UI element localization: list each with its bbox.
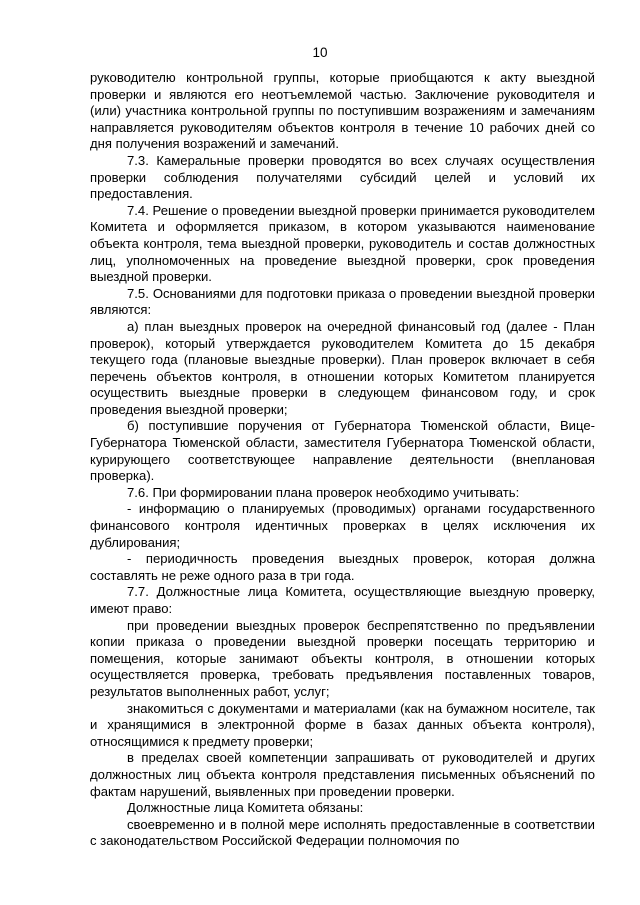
paragraph-7-3: 7.3. Камеральные проверки проводятся во всех случаях осуществления проверки соблюдения получателями субсидий целей и условий их предоставления. [90,152,595,202]
paragraph-7-7: 7.7. Должностные лица Комитета, осуществляющие выездную проверку, имеют право: [90,584,595,616]
paragraph-7-6: 7.6. При формировании плана проверок необходимо учитывать: [127,484,520,500]
paragraph-7-5-b: б) поступившие поручения от Губернатора Тюменской области, Вице-Губернатора Тюменской области, заместителя Губернатора Тюменской области, курирующего соответствующее направление деятельности (внеплановая проверка). [90,418,595,484]
paragraph-7-6-item-2: - периодичность проведения выездных проверок, которая должна составлять не реже одного раза в три года. [90,551,595,583]
paragraph-continuation: руководителю контрольной группы, которые приобщаются к акту выездной проверки и являются его неотъемлемой частью. Заключение руководителя и (или) участника контрольной группы по поступившим возражениям и замечаниям направляется руководителям объектов контроля в течение 10 рабочих дней со дня получения возражений и замечаний. [90,70,595,152]
document-body [90,70,595,850]
paragraph-obligation-1: своевременно и в полной мере исполнять предоставленные в соответствии с законодательством Российской Федерации полномочия по [90,816,595,849]
paragraph-7-7-right-3: в пределах своей компетенции запрашивать от руководителей и других должностных лиц объекта контроля представления письменных объяснений по фактам нарушений, выявленных при проведении проверки. [90,750,595,799]
paragraph-7-5-a: а) план выездных проверок на очередной финансовый год (далее - План проверок), который утверждается руководителем Комитета до 15 декабря текущего года (плановые выездные проверки). План проверок включает в себя перечень объектов контроля, в отношении которых Комитетом планируется осуществить выездные проверки в следующем финансовом году, и срок проведения выездной проверки; [90,318,595,417]
paragraph-7-5: 7.5. Основаниями для подготовки приказа о проведении выездной проверки являются: [90,285,595,318]
page-number: 10 [312,45,328,60]
paragraph-7-7-right-1: при проведении выездных проверок беспрепятственно по предъявлении копии приказа о проведении выездной проверки посещать территорию и помещения, которые занимают объекты контроля, в отношении которых осуществляется проверка, требовать предъявления поставленных товаров, результатов выполненных работ, услуг; [90,617,595,699]
paragraph-7-7-right-2: знакомиться с документами и материалами (как на бумажном носителе, так и хранящимися в электронной форме в базах данных объекта контроля), относящимися к предмету проверки; [90,700,595,749]
paragraph-7-6-item-1: - информацию о планируемых (проводимых) органами государственного финансового контроля идентичных проверках в целях исключения их дублирования; [90,501,595,550]
paragraph-obligations-heading: Должностные лица Комитета обязаны: [127,800,364,816]
paragraph-7-4: 7.4. Решение о проведении выездной проверки принимается руководителем Комитета и оформляется приказом, в котором указываются наименование объекта контроля, тема выездной проверки, руководитель и состав должностных лиц, уполномоченных на проведение выездной проверки, срок проведения выездной проверки. [90,202,595,285]
